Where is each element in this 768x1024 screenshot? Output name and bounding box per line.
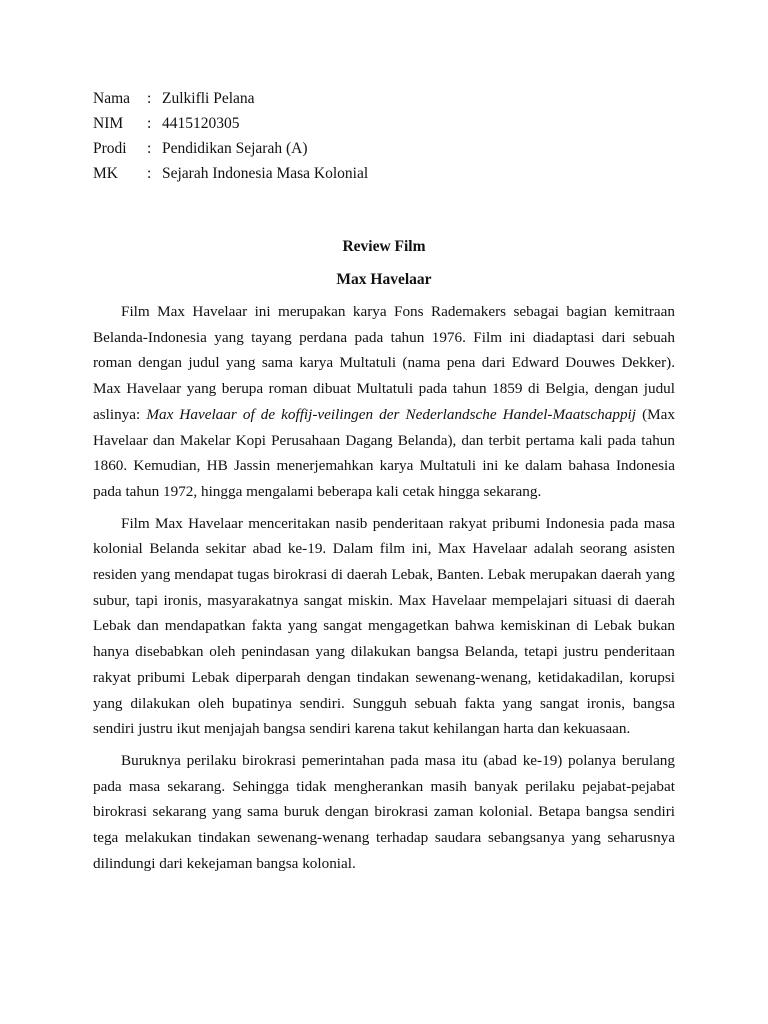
student-info-table (93, 86, 368, 186)
info-label: MK (93, 165, 118, 182)
paragraph-2: Film Max Havelaar menceritakan nasib penderitaan rakyat pribumi Indonesia pada masa kolonial Belanda sekitar abad ke-19. Dalam film ini, Max Havelaar adalah seorang asisten residen yang mendapat tugas birokrasi di daerah Lebak, Banten. Lebak merupakan daerah yang subur, tapi ironis, masyarakatnya sangat miskin. Max Havelaar mempelajari situasi di daerah Lebak dan mendapatkan fakta yang sangat mengagetkan bahwa kemiskinan di Lebak bukan hanya disebabkan oleh penindasan yang dilakukan bangsa Belanda, tetapi justru penderitaan rakyat pribumi Lebak diperparah dengan tindakan sewenang-wenang, ketidakadilan, korupsi yang dilakukan oleh bupatinya sendiri. Sungguh sebuah fakta yang sangat ironis, bangsa sendiri justru ikut menjajah bangsa sendiri karena takut kehilangan harta dan kekuasaan. (93, 514, 675, 738)
info-label: NIM (93, 115, 124, 132)
info-colon: : (147, 115, 152, 132)
original-title-italic: Max Havelaar of de koffij-veilingen der Nederlandsche Handel-Maatschappij (146, 405, 636, 423)
info-value: 4415120305 (162, 115, 240, 132)
document-title: Review Film (342, 238, 426, 255)
info-value: Pendidikan Sejarah (A) (162, 140, 308, 157)
paragraph-1-text-end: (Max Havelaar dan Makelar Kopi Perusahaan Dagang Belanda), dan terbit pertama kali pada tahun 1860. Kemudian, HB Jassin menerjemahkan karya Multatuli ini ke dalam bahasa Indonesia pada tahun 1972, hingga mengalami beberapa kali cetak hingga sekarang. (93, 405, 675, 500)
paragraph-1-text-start: Film Max Havelaar ini merupakan karya Fons Rademakers sebagai bagian kemitraan Belanda-Indonesia yang tayang perdana pada tahun 1976. Film ini diadaptasi dari sebuah roman dengan judul yang sama karya Multatuli (nama pena dari Edward Douwes Dekker). Max Havelaar yang berupa roman dibuat Multatuli pada tahun 1859 di Belgia, dengan judul aslinya: (93, 303, 675, 423)
info-colon: : (147, 90, 152, 107)
info-row-mk (93, 161, 368, 186)
info-value: Sejarah Indonesia Masa Kolonial (162, 165, 369, 182)
info-row-prodi (93, 136, 368, 161)
paragraph-1 (93, 299, 675, 505)
info-label: Prodi (93, 140, 127, 157)
info-value: Zulkifli Pelana (162, 90, 255, 107)
paragraph-3: Buruknya perilaku birokrasi pemerintahan pada masa itu (abad ke-19) polanya berulang pada masa sekarang. Sehingga tidak mengherankan masih banyak perilaku pejabat-pejabat birokrasi sekarang yang sama buruk dengan birokrasi zaman kolonial. Betapa bangsa sendiri tega melakukan tindakan sewenang-wenang terhadap saudara sebangsanya yang seharusnya dilindungi dari kekejaman bangsa kolonial. (93, 751, 675, 872)
film-title: Max Havelaar (336, 271, 432, 288)
info-row-nama (93, 86, 368, 111)
info-colon: : (147, 140, 152, 157)
review-body (93, 299, 675, 882)
info-colon: : (147, 165, 152, 182)
info-row-nim (93, 111, 368, 136)
info-label: Nama (93, 90, 131, 107)
